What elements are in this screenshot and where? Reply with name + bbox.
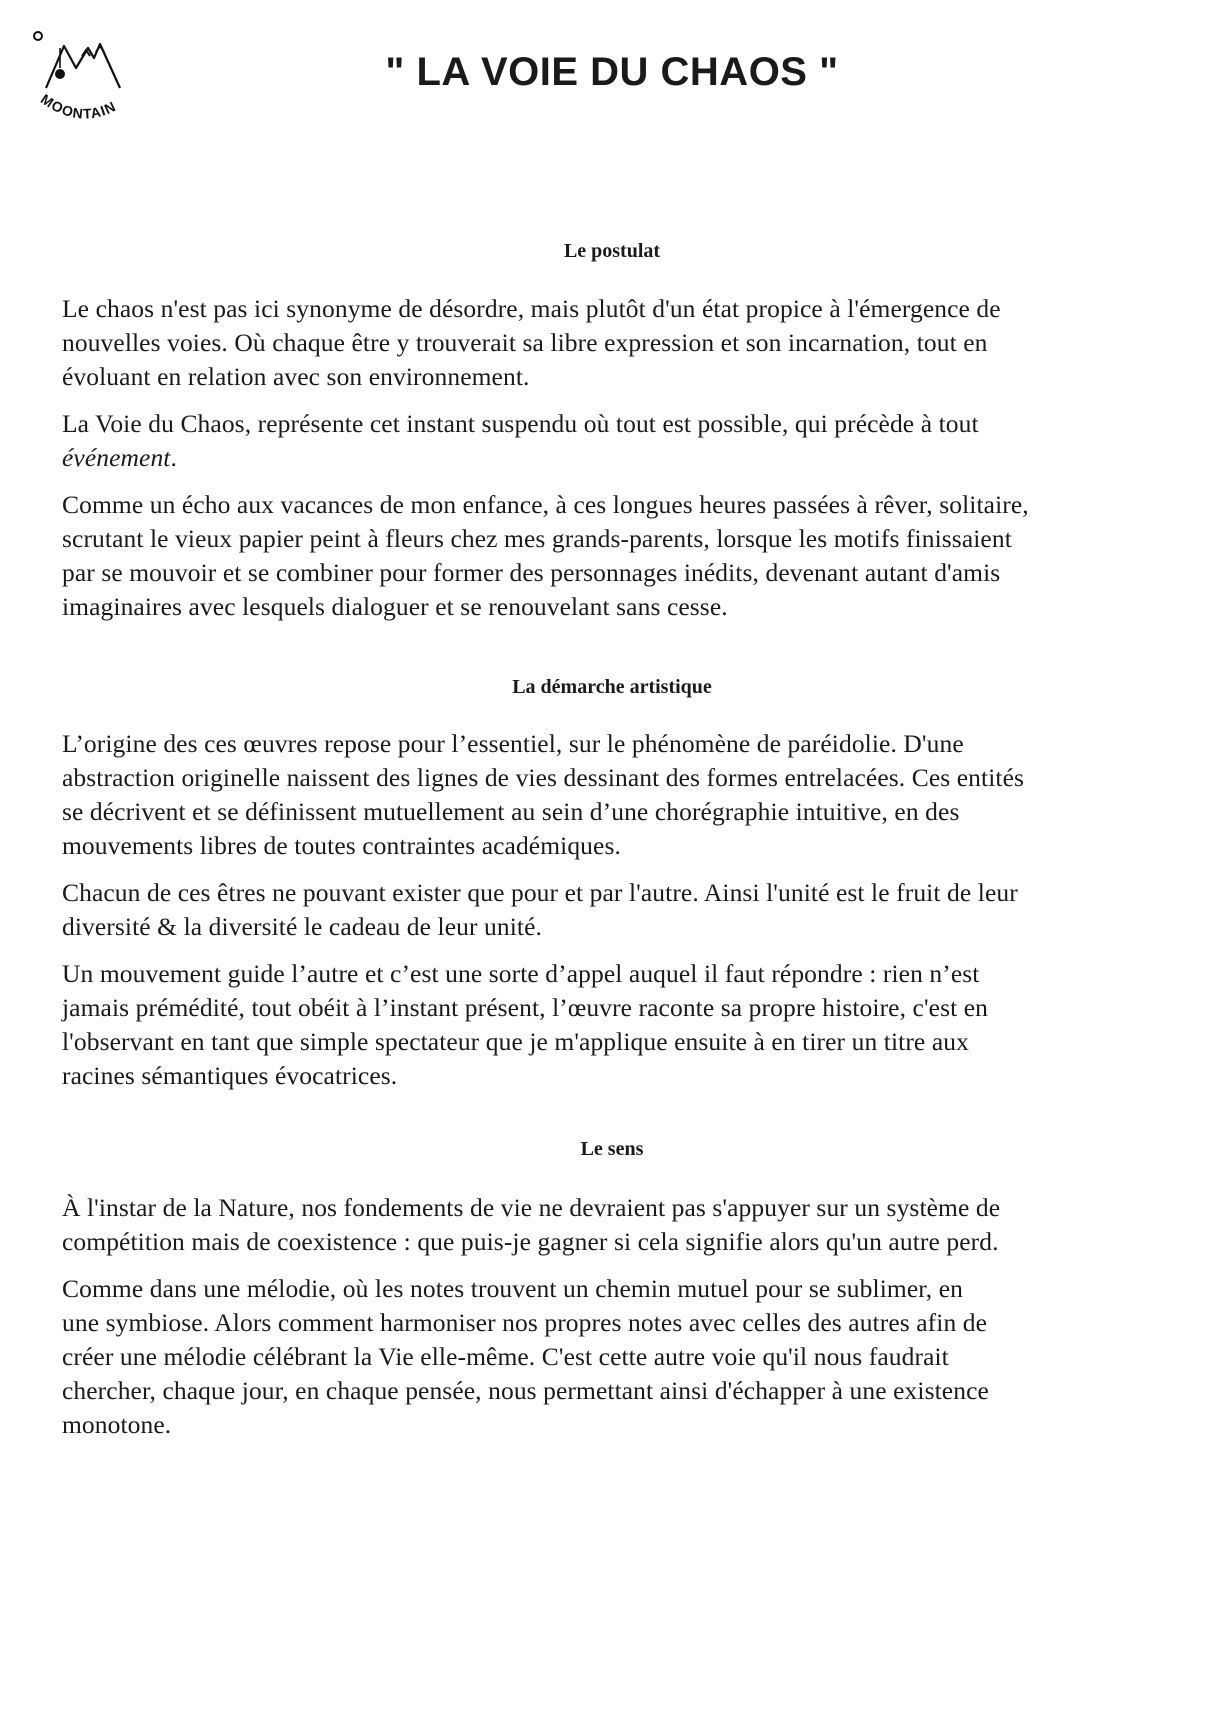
section-heading-demarche: La démarche artistique [512, 676, 712, 698]
text-line: L’origine des ces œuvres repose pour l’essentiel, sur le phénomène de paréidolie. D'une [62, 729, 964, 758]
paragraph [62, 727, 1162, 863]
paragraph [62, 957, 1162, 1093]
text-line: scrutant le vieux papier peint à fleurs chez mes grands-parents, lorsque les motifs finissaient [62, 524, 1012, 553]
text-line: compétition mais de coexistence : que puis-je gagner si cela signifie alors qu'un autre perd. [62, 1227, 999, 1256]
paragraph [62, 292, 1162, 394]
text-line: abstraction originelle naissent des lignes de vies dessinant des formes entrelacées. Ces entités [62, 763, 1025, 792]
text-line: monotone. [62, 1410, 172, 1439]
section-demarche [62, 727, 1162, 1106]
svg-text:MOONTAIN [38, 91, 119, 122]
section-heading-sens: Le sens [580, 1138, 644, 1160]
text-line: l'observant en tant que simple spectateur que je m'applique ensuite à en tirer un titre aux [62, 1027, 969, 1056]
text-line: À l'instar de la Nature, nos fondements de vie ne devraient pas s'appuyer sur un système de [62, 1193, 1001, 1222]
text-line: Comme un écho aux vacances de mon enfance, à ces longues heures passées à rêver, solitaire, [62, 490, 1029, 519]
text-line: évoluant en relation avec son environnement. [62, 362, 530, 391]
italic-word: événement [62, 443, 171, 472]
section-postulat [62, 292, 1162, 637]
paragraph [62, 488, 1162, 624]
text-line: une symbiose. Alors comment harmoniser nos propres notes avec celles des autres afin de [62, 1308, 988, 1337]
text-line: Chacun de ces êtres ne pouvant exister que pour et par l'autre. Ainsi l'unité est le fruit de leur [62, 878, 1018, 907]
section-sens [62, 1191, 1162, 1455]
paragraph [62, 1191, 1162, 1259]
text-line: Le chaos n'est pas ici synonyme de désordre, mais plutôt d'un état propice à l'émergence de [62, 294, 1001, 323]
text-line [62, 441, 1162, 475]
text-line: diversité & la diversité le cadeau de leur unité. [62, 912, 542, 941]
paragraph [62, 407, 1162, 475]
text-line: créer une mélodie célébrant la Vie elle-même. C'est cette autre voie qu'il nous faudrait [62, 1342, 949, 1371]
text-line: imaginaires avec lesquels dialoguer et se renouvelant sans cesse. [62, 592, 728, 621]
text-line: mouvements libres de toutes contraintes académiques. [62, 831, 621, 860]
text-line: Comme dans une mélodie, où les notes trouvent un chemin mutuel pour se sublimer, en [62, 1274, 964, 1303]
text-line: par se mouvoir et se combiner pour former des personnages inédits, devenant autant d'amis [62, 558, 1001, 587]
logo-text: MOONTAIN [38, 90, 119, 122]
text-line: se décrivent et se définissent mutuellement au sein d’une chorégraphie intuitive, en des [62, 797, 960, 826]
page-title: " LA VOIE DU CHAOS " [385, 50, 839, 94]
text-line: La Voie du Chaos, représente cet instant suspendu où tout est possible, qui précède à tout [62, 409, 979, 438]
text-line: Un mouvement guide l’autre et c’est une sorte d’appel auquel il faut répondre : rien n’est [62, 959, 980, 988]
text-line: jamais prémédité, tout obéit à l’instant présent, l’œuvre raconte sa propre histoire, c'est en [62, 993, 989, 1022]
punctuation: . [170, 443, 177, 472]
paragraph [62, 876, 1162, 944]
section-heading-postulat: Le postulat [563, 240, 661, 262]
text-line: nouvelles voies. Où chaque être y trouverait sa libre expression et son incarnation, tout en [62, 328, 988, 357]
paragraph [62, 1272, 1162, 1442]
text-line: chercher, chaque jour, en chaque pensée, nous permettant ainsi d'échapper à une existence [62, 1376, 989, 1405]
text-line: racines sémantiques évocatrices. [62, 1061, 398, 1090]
